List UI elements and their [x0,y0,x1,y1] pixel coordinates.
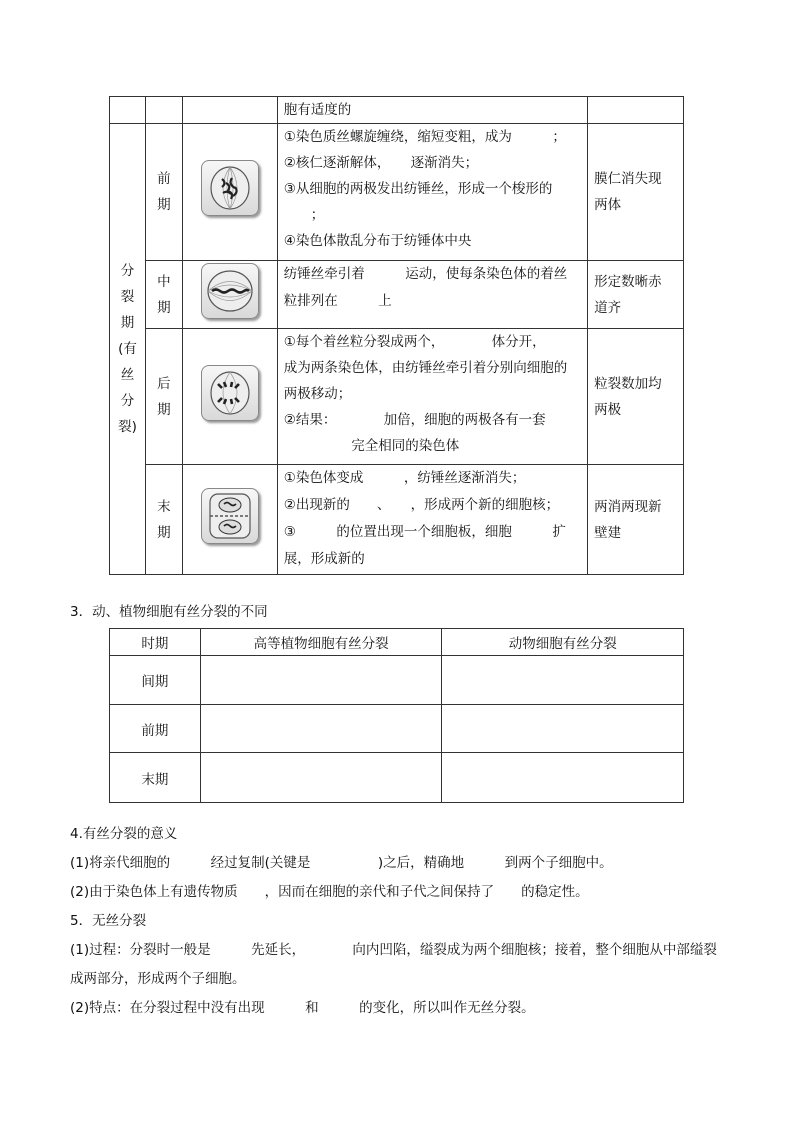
table-row [110,124,684,261]
desc-line: 粒排列在 上 [283,293,392,309]
section-3-heading: 3．动、植物细胞有丝分裂的不同 [70,604,268,620]
mitosis-phase-table [109,96,684,575]
table-row [110,97,684,124]
desc-line: ； [283,207,325,223]
desc-line: 纺锤丝牵引着 运动，使每条染色体的着丝 [283,266,568,282]
table-row [110,465,684,575]
section-5 [70,907,730,1023]
desc-line: 两极移动； [283,386,352,402]
desc-line: ①染色质丝螺旋缠绕，缩短变粗，成为 ； [283,129,566,145]
text-line: (2)由于染色体上有遗传物质 ，因而在细胞的亲代和子代之间保持了 的稳定性。 [70,884,589,900]
phase-name-metaphase: 中 期 [145,261,182,329]
table-row [110,705,684,753]
table-row [110,329,684,465]
phase-name-prophase: 前 期 [145,124,182,261]
division-phase-label: 分 裂 期 (有 丝 分 裂) [110,124,146,575]
desc-cell [277,465,587,575]
desc-line: ②出现新的 、 ，形成两个新的细胞核； [283,497,560,513]
telophase-cell-icon [201,488,259,544]
desc-line: 胞有适度的 [283,102,352,118]
desc-cell [277,329,587,465]
desc-line: ③ 的位置出现一个细胞板，细胞 扩 [283,524,566,540]
section-5-heading: 5．无丝分裂 [70,913,147,929]
metaphase-cell-icon [201,263,259,319]
text-line: (1)过程：分裂时一般是 先延长， 向内凹陷，缢裂成为两个细胞核；接着，整个细胞从中部缢裂成两部分，形成两个子细胞。 [70,942,717,987]
feature-cell: 形定数晰赤 道齐 [588,261,684,329]
phase-name-anaphase: 后 期 [145,329,182,465]
desc-cell [277,124,587,261]
desc-line: ③从细胞的两极发出纺锤丝，形成一个梭形的 [283,181,553,197]
desc-line: ①每个着丝粒分裂成两个， 体分开， [283,334,546,350]
desc-line: 完全相同的染色体 [283,438,460,454]
desc-cell [277,261,587,329]
phase-name-telophase: 末 期 [145,465,182,575]
desc-line: ②结果： 加倍，细胞的两极各有一套 [283,412,546,428]
text-line: (2)特点：在分裂过程中没有出现 和 的变化，所以叫作无丝分裂。 [70,1000,535,1016]
plant-animal-comparison-table [109,628,684,803]
column-header: 高等植物细胞有丝分裂 [200,629,442,656]
text-line: (1)将亲代细胞的 经过复制(关键是 )之后，精确地 到两个子细胞中。 [70,855,613,871]
desc-line: ①染色体变成 ，纺锤丝逐渐消失； [283,470,526,486]
desc-line: 成为两条染色体，由纺锤丝牵引着分别向细胞的 [283,360,568,376]
column-header: 时期 [110,629,201,656]
feature-cell: 两消两现新 壁建 [588,465,684,575]
row-label: 间期 [110,656,201,705]
feature-cell: 膜仁消失现 两体 [588,124,684,261]
desc-line: ②核仁逐渐解体， 逐渐消失； [283,155,479,171]
prophase-cell-icon [201,160,259,216]
table-row [110,261,684,329]
column-header: 动物细胞有丝分裂 [442,629,684,656]
anaphase-cell-icon [201,365,259,421]
desc-line: 展，形成新的 [283,551,365,567]
section-4 [70,820,730,907]
table-row [110,656,684,705]
desc-cell [277,97,587,124]
table-row [110,753,684,803]
row-label: 末期 [110,753,201,803]
feature-cell: 粒裂数加均 两极 [588,329,684,465]
desc-line: ④染色体散乱分布于纺锤体中央 [283,233,472,249]
table-header-row [110,629,684,656]
section-4-heading: 4.有丝分裂的意义 [70,826,178,842]
row-label: 前期 [110,705,201,753]
